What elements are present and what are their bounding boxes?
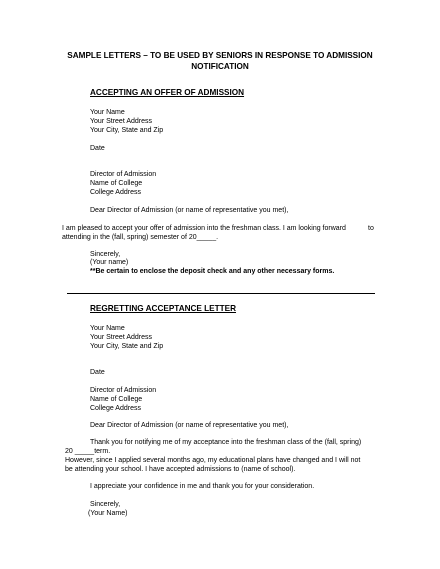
accept-body-line2: attending in the (fall, spring) semester of 20_____. <box>62 234 219 241</box>
accept-body-line1-end: to <box>368 225 374 232</box>
document-title-line1: SAMPLE LETTERS – TO BE USED BY SENIORS IN RESPONSE TO ADMISSION <box>67 51 373 60</box>
accept-recipient-college: Name of College <box>90 180 143 187</box>
accept-date: Date <box>90 145 105 152</box>
section-divider <box>67 293 375 294</box>
accept-sender-city: Your City, State and Zip <box>90 127 164 134</box>
regret-para2-line1: However, since I applied several months ago, my educational plans have changed and I will not <box>65 457 361 464</box>
accept-recipient-title: Director of Admission <box>90 171 157 178</box>
accept-body-line1: I am pleased to accept your offer of admission into the freshman class. I am looking forward <box>62 225 346 232</box>
regret-heading: REGRETTING ACCEPTANCE LETTER <box>90 304 237 313</box>
accept-sender-name: Your Name <box>90 109 125 116</box>
accept-salutation: Dear Director of Admission (or name of representative you met), <box>90 207 289 214</box>
regret-recipient-title: Director of Admission <box>90 387 157 394</box>
regret-para1-line2: 20 _____term. <box>65 448 111 455</box>
regret-recipient-college: Name of College <box>90 396 143 403</box>
accept-sender-street: Your Street Address <box>90 118 153 125</box>
regret-signature: (Your Name) <box>88 510 128 517</box>
regret-para2-line2: be attending your school. I have accepted admissions to (name of school). <box>65 466 296 473</box>
regret-sender-name: Your Name <box>90 325 125 332</box>
accept-recipient-address: College Address <box>90 189 141 196</box>
accept-note: **Be certain to enclose the deposit check and any other necessary forms. <box>90 268 335 275</box>
regret-sender-city: Your City, State and Zip <box>90 343 164 350</box>
regret-closing: Sincerely, <box>90 501 121 508</box>
document-title-line2: NOTIFICATION <box>191 62 249 71</box>
accept-closing: Sincerely, <box>90 251 121 258</box>
accept-heading: ACCEPTING AN OFFER OF ADMISSION <box>90 88 245 97</box>
regret-sender-street: Your Street Address <box>90 334 153 341</box>
regret-salutation: Dear Director of Admission (or name of representative you met), <box>90 422 289 429</box>
regret-para3: I appreciate your confidence in me and thank you for your consideration. <box>90 483 315 490</box>
accept-signature: (Your name) <box>90 259 129 266</box>
regret-para1-line1: Thank you for notifying me of my acceptance into the freshman class of the (fall, spring) <box>90 439 362 446</box>
regret-recipient-address: College Address <box>90 405 141 412</box>
regret-date: Date <box>90 369 105 376</box>
